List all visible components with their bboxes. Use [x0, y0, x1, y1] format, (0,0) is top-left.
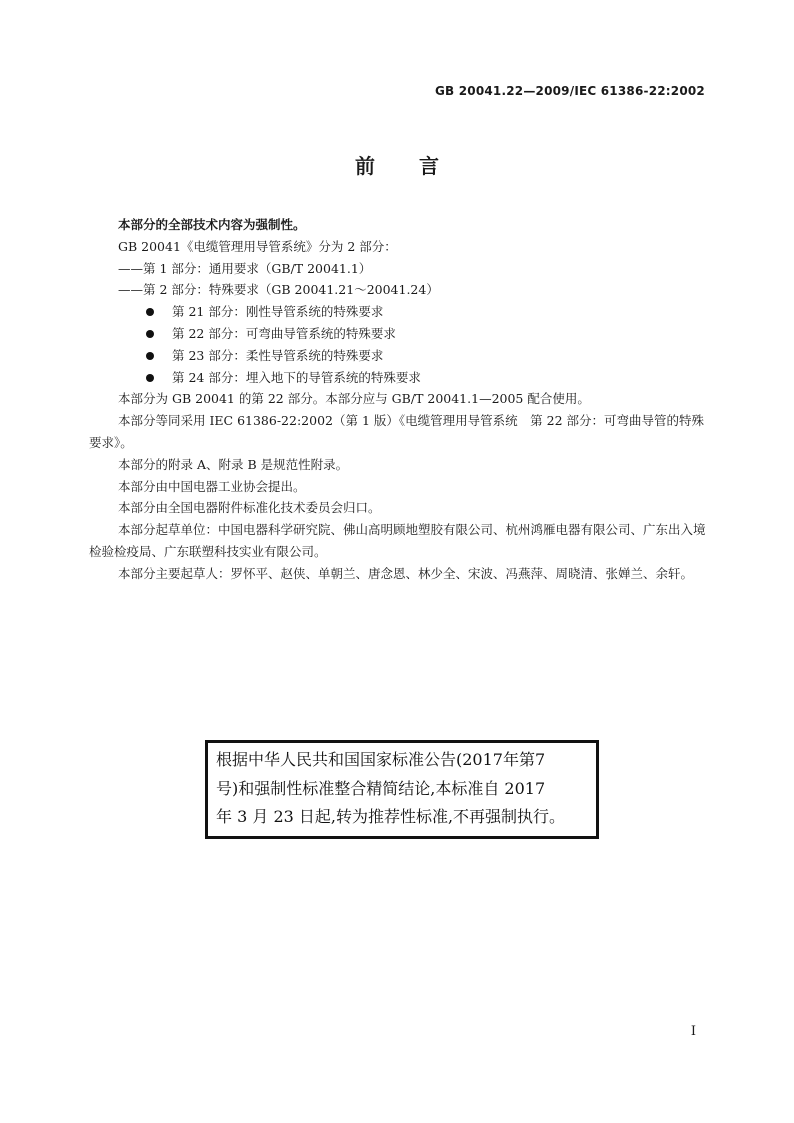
body-paragraph: 本部分由全国电器附件标准化技术委员会归口。: [118, 500, 381, 516]
body-paragraph: 本部分起草单位：中国电器科学研究院、佛山高明顾地塑胶有限公司、杭州鸿雁电器有限公司、广东出入境检验检疫局、广东联塑科技实业有限公司。: [89, 522, 706, 559]
page-number: I: [690, 1024, 696, 1039]
page-title: [0, 150, 794, 179]
title-char-1: 前: [355, 154, 375, 178]
title-char-2: 言: [419, 154, 439, 178]
subpart-label: 第 21 部分：刚性导管系统的特殊要求: [172, 304, 384, 320]
subpart-label: 第 24 部分：埋入地下的导管系统的特殊要求: [172, 369, 421, 385]
body-paragraph: 本部分主要起草人：罗怀平、赵侠、单朝兰、唐念恩、林少全、宋波、冯燕萍、周晓清、张婵兰、余轩。: [118, 565, 694, 581]
bullet-dot-icon: [146, 308, 154, 316]
document-code-header: GB 20041.22—2009/IEC 61386-22:2002: [434, 84, 705, 98]
subpart-item: [89, 345, 707, 367]
subpart-item: [89, 323, 707, 345]
notice-line: 年 3 月 23 日起,转为推荐性标准,不再强制执行。: [216, 807, 566, 826]
part-item: ——第 1 部分：通用要求（GB/T 20041.1）: [118, 260, 372, 276]
body-paragraph: 本部分的附录 A、附录 B 是规范性附录。: [118, 456, 349, 472]
bullet-dot-icon: [146, 374, 154, 382]
status-notice-box: [205, 740, 599, 839]
foreword-body: [89, 214, 707, 585]
body-paragraph: 本部分由中国电器工业协会提出。: [118, 478, 306, 494]
part-item: ——第 2 部分：特殊要求（GB 20041.21～20041.24）: [118, 282, 439, 298]
body-paragraph: 本部分等同采用 IEC 61386-22:2002（第 1 版）《电缆管理用导管系统 第 22 部分：可弯曲导管的特殊要求》。: [89, 413, 704, 450]
subpart-label: 第 22 部分：可弯曲导管系统的特殊要求: [172, 325, 396, 341]
subpart-item: [89, 301, 707, 323]
subpart-label: 第 23 部分：柔性导管系统的特殊要求: [172, 347, 384, 363]
bullet-dot-icon: [146, 352, 154, 360]
intro-paragraph: GB 20041《电缆管理用导管系统》分为 2 部分：: [118, 238, 397, 254]
subpart-list: [89, 301, 707, 388]
bullet-dot-icon: [146, 330, 154, 338]
body-paragraph: 本部分为 GB 20041 的第 22 部分。本部分应与 GB/T 20041.1—2005 配合使用。: [118, 391, 590, 407]
mandatory-statement: 本部分的全部技术内容为强制性。: [118, 217, 306, 232]
subpart-item: [89, 367, 707, 389]
notice-line: 号)和强制性标准整合精简结论,本标准自 2017: [216, 778, 546, 798]
notice-line: 根据中华人民共和国国家标准公告(2017年第7: [216, 750, 546, 769]
